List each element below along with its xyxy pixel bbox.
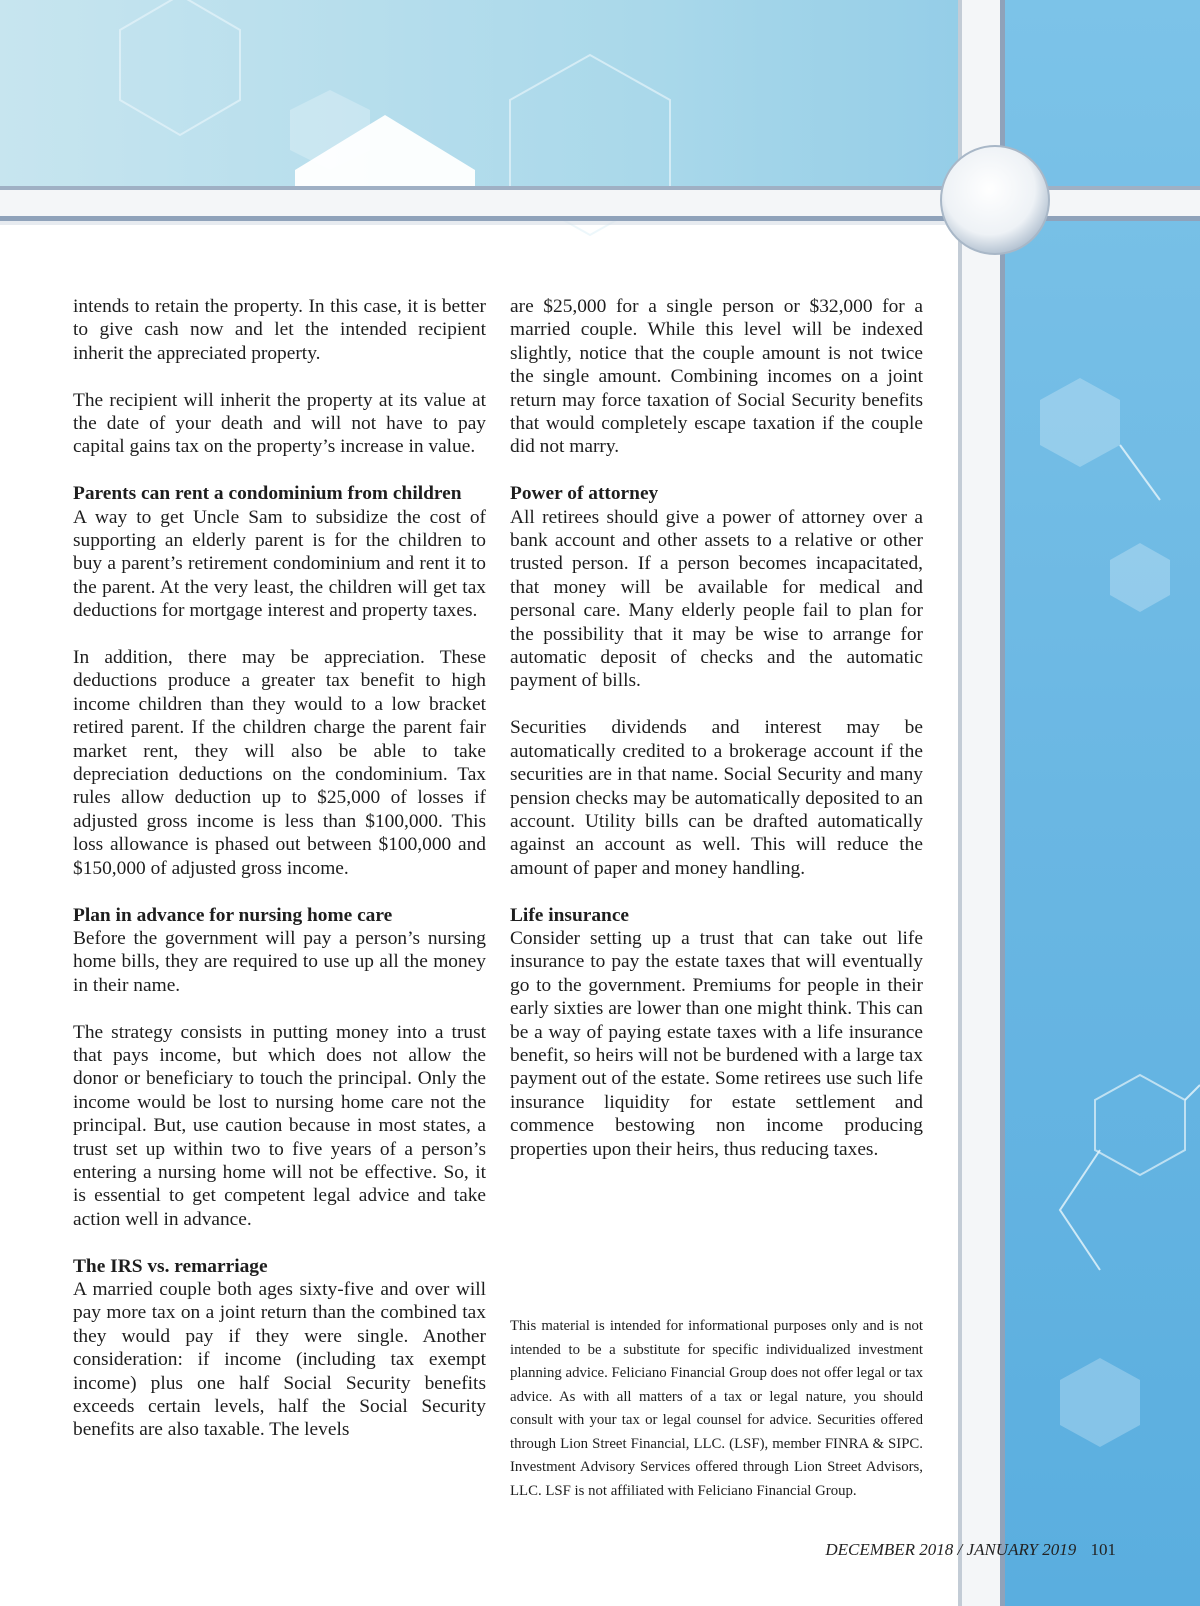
- article-right-column: [510, 295, 923, 1184]
- article-left-column: [73, 295, 486, 1465]
- paragraph: Before the government will pay a person’s nursing home bills, they are required to use up all the money in their name.: [73, 927, 486, 996]
- issue-date: DECEMBER 2018 / JANUARY 2019: [825, 1540, 1077, 1559]
- paragraph: Consider setting up a trust that can take out life insurance to pay the estate taxes that will eventually go to the government. Premiums for people in their early sixties are lower than one might think. This can be a way of paying estate taxes with a life insurance benefit, so heirs will not be burdened with a large tax payment out of the estate. Some retirees use such life insurance liquidity for estate settlement and commence bestowing non income producing properties upon their heirs, thus reducing taxes.: [510, 927, 923, 1160]
- section-heading-power-of-attorney: Power of attorney: [510, 483, 659, 505]
- paragraph: A way to get Uncle Sam to subsidize the cost of supporting an elderly parent is for the children to buy a parent’s retirement condominium and rent it to the parent. At the very least, the children will get tax deductions for mortgage interest and property taxes.: [73, 506, 486, 622]
- paragraph: Securities dividends and interest may be automatically credited to a brokerage account if the securities are in that name. Social Security and many pension checks may be automatically deposited to an account. Utility bills can be drafted automatically against an account as well. This will reduce the amount of paper and money handling.: [510, 717, 923, 879]
- paragraph: All retirees should give a power of attorney over a bank account and other assets to a relative or other trusted person. If a person becomes incapacitated, that money will be available for medical and personal care. Many elderly people fail to plan for the possibility that it may be wise to arrange for automatic deposit of checks and the automatic payment of bills.: [510, 506, 923, 692]
- section-heading-condominium: Parents can rent a condominium from children: [73, 483, 462, 505]
- section-heading-life-insurance: Life insurance: [510, 904, 630, 926]
- paragraph: In addition, there may be appreciation. These deductions produce a greater tax benefit to high income children than they would to a low bracket retired parent. If the children charge the parent fair market rent, they will also be able to take depreciation deductions on the condominium. Tax rules allow deduction up to $25,000 of losses if adjusted gross income is less than $100,000. This loss allowance is phased out between $100,000 and $150,000 of adjusted gross income.: [73, 647, 486, 879]
- page-footer: [700, 1540, 1116, 1560]
- paragraph: A married couple both ages sixty-five and over will pay more tax on a joint return than the combined tax they would pay if they were single. Another consideration: if income (including tax exempt income) plus one half Social Security benefits exceeds certain levels, half the Social Security benefits are also taxable. The levels: [73, 1278, 486, 1441]
- section-heading-nursing-home: Plan in advance for nursing home care: [73, 904, 393, 926]
- section-heading-irs-remarriage: The IRS vs. remarriage: [73, 1255, 268, 1277]
- disclaimer: This material is intended for informational purposes only and is not intended to be a substitute for specific individualized investment planning advice. Feliciano Financial Group does not offer legal or tax advice. As with all matters of a tax or legal nature, you should consult with your tax or legal counsel for advice. Securities offered through Lion Street Financial, LLC. (LSF), member FINRA & SIPC. Investment Advisory Services offered through Lion Street Advisors, LLC. LSF is not affiliated with Feliciano Financial Group.: [510, 1318, 923, 1499]
- paragraph: are $25,000 for a single person or $32,000 for a married couple. While this level will be indexed slightly, notice that the couple amount is not twice the single amount. Combining incomes on a joint return may force taxation of Social Security benefits that would completely escape taxation if the couple did not marry.: [510, 296, 923, 458]
- paragraph: The strategy consists in putting money into a trust that pays income, but which does not allow the donor or beneficiary to touch the principal. Only the income would be lost to nursing home care not the principal. But, use caution because in most states, a trust set up within two to five years of a person’s entering a nursing home will not be effective. So, it is essential to get competent legal advice and take action well in advance.: [73, 1021, 486, 1230]
- paragraph: intends to retain the property. In this case, it is better to give cash now and let the intended recipient inherit the appreciated property.: [73, 296, 486, 364]
- paragraph: The recipient will inherit the property at its value at the date of your death and will not have to pay capital gains tax on the property’s increase in value.: [73, 389, 486, 458]
- page-number: 101: [1090, 1540, 1116, 1559]
